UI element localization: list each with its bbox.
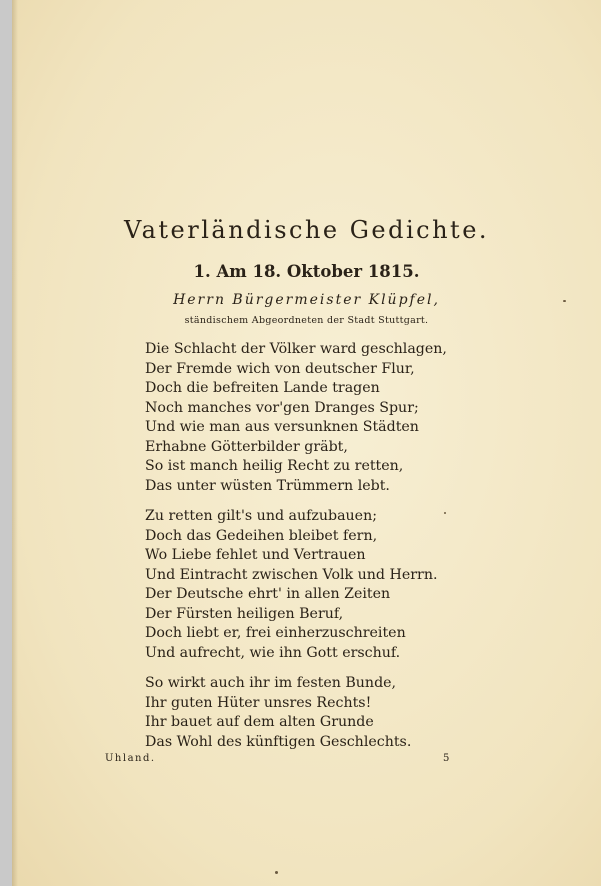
poem-line: So ist manch heilig Recht zu retten, [145, 458, 404, 474]
paper-speck [563, 300, 566, 302]
paper-speck [275, 871, 278, 874]
poem-line: Doch liebt er, frei einherzuschreiten [145, 625, 406, 641]
paper-speck [444, 512, 446, 514]
poem-line: Ihr guten Hüter unsres Rechts! [145, 694, 372, 711]
poem-line: Der Deutsche ehrt' in allen Zeiten [145, 586, 391, 602]
poem-line: Der Fürsten heiligen Beruf, [145, 605, 344, 622]
poem-line: Und aufrecht, wie ihn Gott erschuf. [145, 644, 401, 661]
poem-line: Noch manches vor'gen Dranges Spur; [145, 399, 419, 416]
poem-line: Doch die befreiten Lande tragen [145, 380, 380, 396]
page-title: Vaterländische Gedichte. [123, 216, 490, 244]
page-edge-shadow [12, 0, 18, 886]
dedication-subline: ständischem Abgeordneten der Stadt Stuttgart. [184, 315, 429, 326]
poem-line: Zu retten gilt's und aufzubauen; [145, 508, 377, 524]
dedication-line: Herrn Bürgermeister Klüpfel, [173, 292, 440, 308]
poem-line: Und Eintracht zwischen Volk und Herrn. [145, 566, 438, 583]
poem-line: Das unter wüsten Trümmern lebt. [145, 477, 390, 494]
poem-line: Der Fremde wich von deutscher Flur, [145, 360, 415, 377]
stanza-1 [145, 340, 447, 496]
poem-line: Ihr bauet auf dem alten Grunde [145, 714, 374, 730]
poem-line: So wirkt auch ihr im festen Bunde, [145, 675, 397, 691]
poem-line: Erhabne Götterbilder gräbt, [145, 438, 348, 455]
poem-subtitle: 1. Am 18. Oktober 1815. [193, 262, 420, 281]
stanza-3 [145, 674, 411, 752]
poem-line: Die Schlacht der Völker ward geschlagen, [145, 341, 447, 357]
footer-signature-mark: 5 [443, 753, 450, 764]
book-page [12, 0, 601, 886]
poem-line: Wo Liebe fehlet und Vertrauen [145, 547, 366, 563]
poem-line: Das Wohl des künftigen Geschlechts. [145, 733, 412, 750]
footer-author: Uhland. [105, 753, 156, 764]
poem-line: Doch das Gedeihen bleibet fern, [145, 527, 378, 544]
poem-line: Und wie man aus versunknen Städten [145, 419, 419, 435]
stanza-2 [145, 507, 438, 663]
